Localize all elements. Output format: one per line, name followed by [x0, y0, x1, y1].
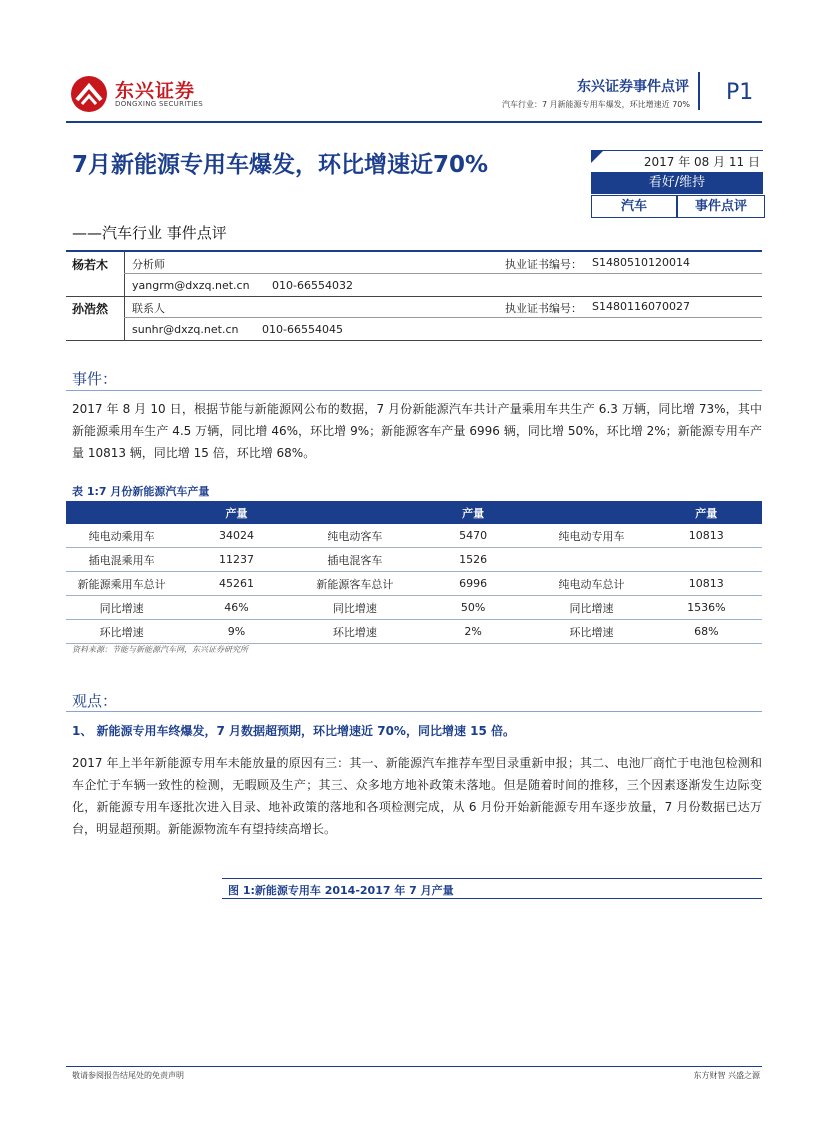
- analyst-rule-bottom: [66, 340, 762, 341]
- header-divider: [698, 72, 700, 110]
- cert-number: S1480116070027: [592, 300, 690, 313]
- table-cell: 5470: [414, 524, 532, 548]
- table-cell: 纯电动专用车: [532, 524, 650, 548]
- analyst-email[interactable]: sunhr@dxzq.net.cn: [132, 323, 239, 336]
- table-cell: 10813: [651, 524, 762, 548]
- table-cell: 9%: [177, 620, 295, 644]
- table-header: 产量: [177, 501, 295, 524]
- table-row: [66, 620, 762, 644]
- table-cell: 新能源乘用车总计: [66, 572, 177, 596]
- table-cell: [651, 548, 762, 572]
- table-header: 产量: [651, 501, 762, 524]
- table-cell: 同比增速: [532, 596, 650, 620]
- analyst-rule: [124, 317, 762, 318]
- page-subtitle: ——汽车行业 事件点评: [72, 224, 227, 242]
- section-rule: [66, 390, 762, 391]
- report-kind-tag: 事件点评: [677, 195, 765, 218]
- table-cell: 环比增速: [532, 620, 650, 644]
- header-rule: [66, 121, 762, 123]
- table-cell: 11237: [177, 548, 295, 572]
- table-row: [66, 572, 762, 596]
- table-row: [66, 524, 762, 548]
- table-cell: 46%: [177, 596, 295, 620]
- view-body: 2017 年上半年新能源专用车未能放量的原因有三：其一、新能源汽车推荐车型目录重新申报；其二、电池厂商忙于电池包检测和车企忙于车辆一致性的检测，无暇顾及生产；其三、众多地方地补政策未落地。但是随着时间的推移，三个因素逐渐发生边际变化，新能源专用车逐批次进入目录、地补政策的落地和各项检测完成，从 6 月份开始新能源专用车逐步放量，7 月份数据已达万台，明显超预期。新能源物流车有望持续高增长。: [72, 756, 762, 836]
- footer-rule: [66, 1066, 762, 1067]
- table-cell: 纯电动车总计: [532, 572, 650, 596]
- table-cell: 环比增速: [66, 620, 177, 644]
- table-cell: 10813: [651, 572, 762, 596]
- sector-tag: 汽车: [591, 195, 677, 218]
- table-cell: 纯电动客车: [296, 524, 414, 548]
- table-cell: 环比增速: [296, 620, 414, 644]
- table-caption: 表 1:7 月份新能源汽车产量: [72, 485, 210, 498]
- table-cell: 45261: [177, 572, 295, 596]
- date-corner-icon: [591, 150, 604, 163]
- page-title: 7月新能源专用车爆发，环比增速近70%: [72, 152, 489, 178]
- section-rule: [66, 711, 762, 712]
- event-body: 2017 年 8 月 10 日，根据节能与新能源网公布的数据，7 月份新能源汽车共计产量乘用车共生产 6.3 万辆，同比增 73%，其中新能源乘用车生产 4.5 万辆，同比增 46%，环比增 9%；新能源客车产量 6996 辆，同比增 50%，环比增 2%；新能源专用车产量 10813 辆，同比增 15 倍，环比增 68%。: [72, 402, 762, 460]
- table-cell: 6996: [414, 572, 532, 596]
- analyst-phone: 010-66554032: [272, 279, 353, 292]
- table-cell: 50%: [414, 596, 532, 620]
- analyst-rule: [124, 273, 762, 274]
- table-source: 资料来源：节能与新能源汽车网，东兴证券研究所: [72, 645, 248, 654]
- cert-label: 执业证书编号：: [505, 302, 582, 315]
- table-cell: [532, 548, 650, 572]
- event-heading: 事件：: [72, 370, 118, 388]
- logo-text: 东兴证券: [115, 80, 196, 102]
- table-header: [532, 501, 650, 524]
- report-type: 东兴证券事件点评: [577, 79, 689, 95]
- table-cell: 同比增速: [296, 596, 414, 620]
- table-cell: 同比增速: [66, 596, 177, 620]
- production-table: [66, 501, 762, 644]
- analyst-rule: [66, 296, 762, 297]
- figure-rule-bottom: [222, 898, 762, 899]
- analyst-role: 联系人: [132, 302, 165, 315]
- analyst-role: 分析师: [132, 258, 165, 271]
- logo-icon: [69, 74, 109, 114]
- table-cell: 插电混客车: [296, 548, 414, 572]
- cert-label: 执业证书编号：: [505, 258, 582, 271]
- report-date: 2017 年 08 月 11 日: [643, 155, 760, 169]
- header-subtitle: 汽车行业：7 月新能源专用车爆发，环比增速近 70%: [502, 100, 690, 109]
- footer-disclaimer: 敬请参阅报告结尾处的免责声明: [72, 1071, 184, 1080]
- table-cell: 纯电动乘用车: [66, 524, 177, 548]
- figure-caption: 图 1:新能源专用车 2014-2017 年 7 月产量: [228, 884, 454, 897]
- rating-badge: 看好/维持: [591, 172, 763, 194]
- table-row: [66, 548, 762, 572]
- logo-english: DONGXING SECURITIES: [115, 100, 204, 108]
- footer-slogan: 东方财智 兴盛之源: [693, 1071, 760, 1080]
- table-cell: 1526: [414, 548, 532, 572]
- table-cell: 34024: [177, 524, 295, 548]
- table-header-row: [66, 501, 762, 524]
- table-header: 产量: [414, 501, 532, 524]
- analyst-name: 杨若木: [72, 258, 109, 272]
- table-cell: 插电混乘用车: [66, 548, 177, 572]
- table-header: [296, 501, 414, 524]
- view-point-1: 1、 新能源专用车终爆发，7 月数据超预期，环比增速近 70%，同比增速 15 倍。: [72, 724, 516, 738]
- analyst-phone: 010-66554045: [262, 323, 343, 336]
- table-header: [66, 501, 177, 524]
- table-row: [66, 596, 762, 620]
- table-cell: 新能源客车总计: [296, 572, 414, 596]
- cert-number: S1480510120014: [592, 256, 690, 269]
- analyst-name: 孙浩然: [72, 302, 109, 316]
- page-number: P1: [726, 80, 754, 105]
- analyst-rule-top: [66, 250, 762, 252]
- table-cell: 2%: [414, 620, 532, 644]
- view-heading: 观点：: [72, 692, 118, 710]
- figure-rule-top: [222, 878, 762, 879]
- analyst-email[interactable]: yangrm@dxzq.net.cn: [132, 279, 250, 292]
- table-cell: 68%: [651, 620, 762, 644]
- table-cell: 1536%: [651, 596, 762, 620]
